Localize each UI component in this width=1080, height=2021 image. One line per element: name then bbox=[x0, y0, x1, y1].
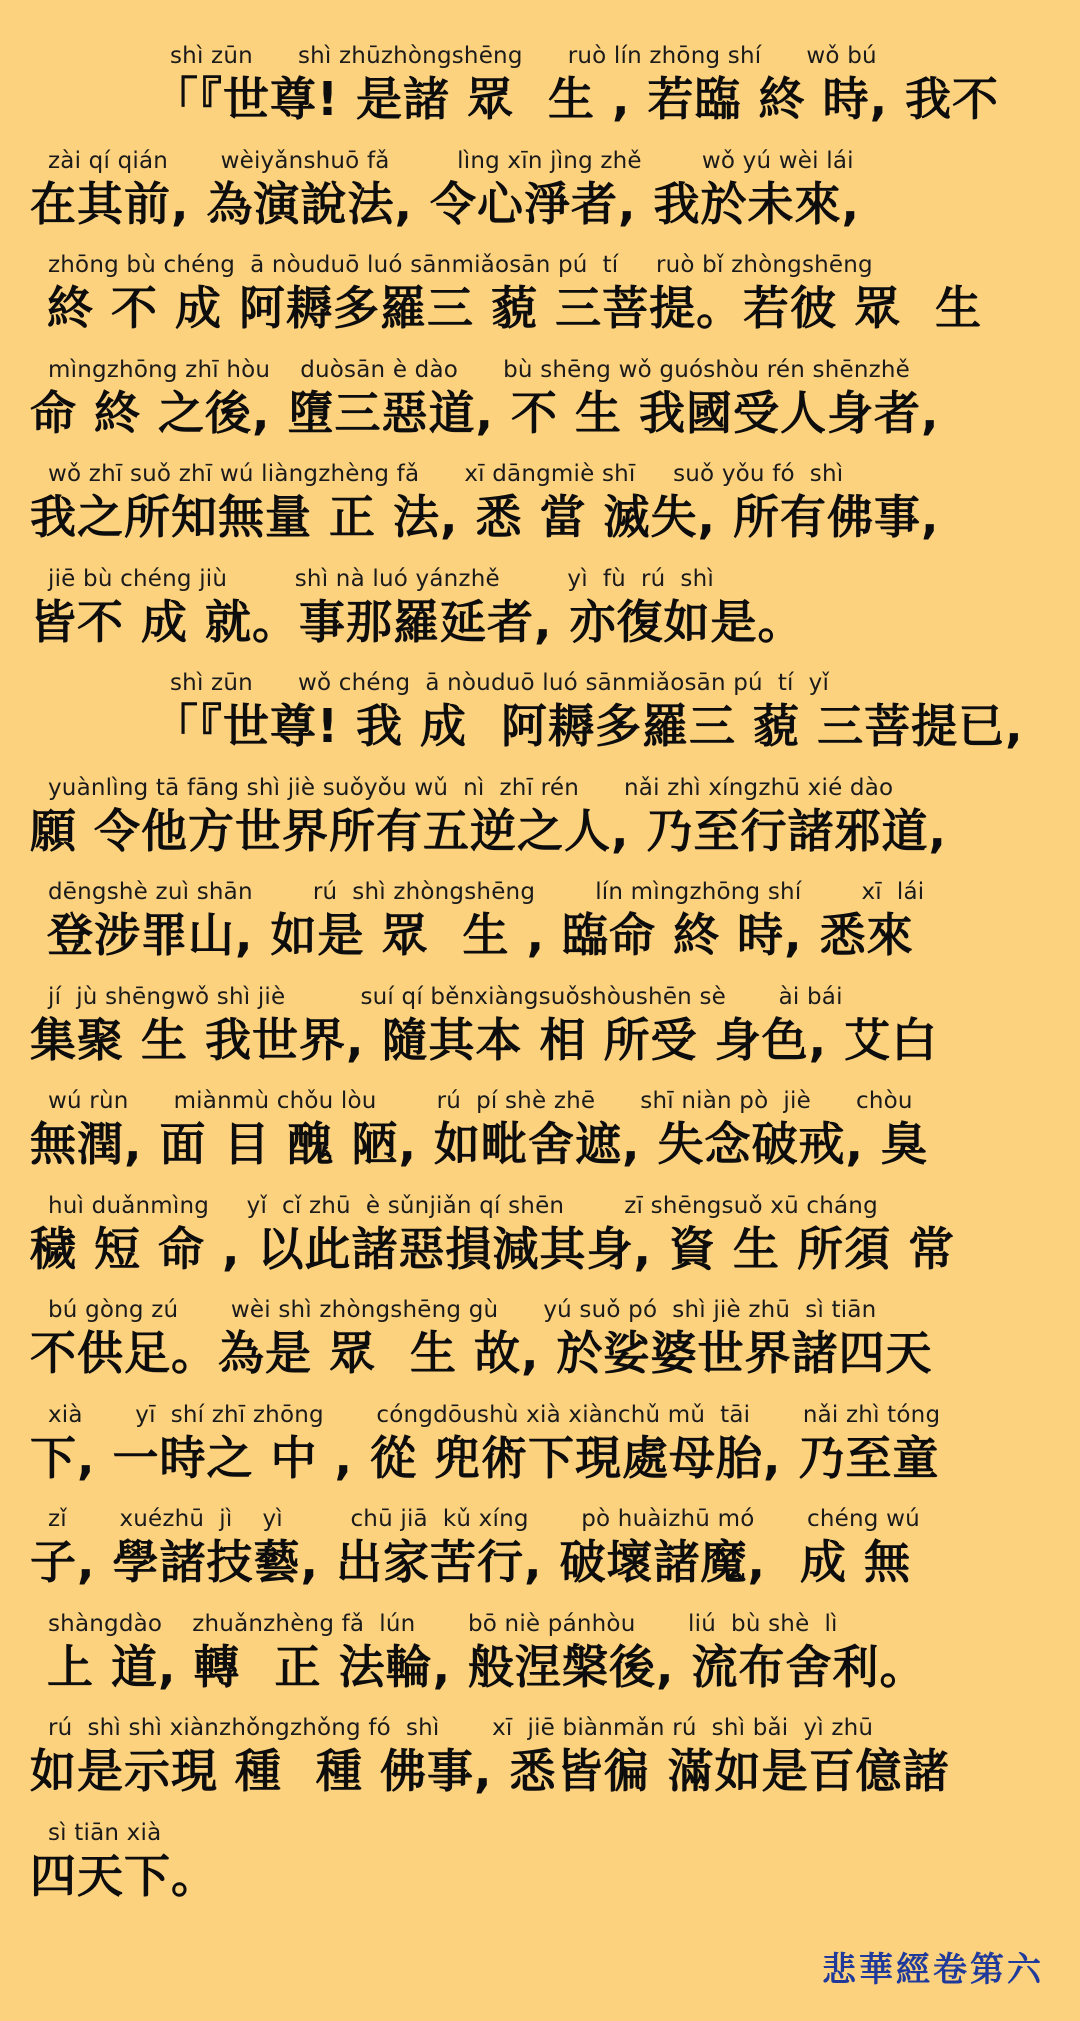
pinyin-line: zhōng bù chéng ā nòuduō luó sānmiǎosān pú tí ruò bǐ zhòngshēng bbox=[48, 252, 873, 278]
text-line bbox=[0, 352, 1080, 448]
pinyin-line: shì zūn shì zhūzhòngshēng ruò lín zhōng shí wǒ bú bbox=[170, 43, 877, 69]
hanzi-line: 上 道, 轉 正 法輪, 般涅槃後, 流布舍利。 bbox=[30, 1639, 927, 1694]
pinyin-line: yuànlìng tā fāng shì jiè suǒyǒu wǔ nì zhī rén nǎi zhì xíngzhū xié dào bbox=[48, 774, 894, 801]
text-line bbox=[0, 1188, 1080, 1284]
hanzi-line: 登涉罪山, 如是 眾 生 , 臨命 終 時, 悉來 bbox=[30, 908, 914, 962]
text-line bbox=[0, 1397, 1080, 1493]
hanzi-line: 穢 短 命 , 以此諸惡損減其身, 資 生 所須 常 bbox=[30, 1221, 956, 1276]
text-line bbox=[0, 874, 1080, 970]
hanzi-line: 我之所知無量 正 法, 悉 當 滅失, 所有佛事, bbox=[30, 490, 940, 544]
hanzi-line: 無潤, 面 目 醜 陋, 如毗舍遮, 失念破戒, 臭 bbox=[30, 1117, 929, 1171]
pinyin-line: rú shì shì xiànzhǒngzhǒng fó shì xī jiē biànmǎn rú shì bǎi yì zhū bbox=[48, 1715, 874, 1741]
text-line bbox=[0, 665, 1080, 761]
text-line bbox=[0, 770, 1080, 866]
pinyin-line: mìngzhōng zhī hòu duòsān è dào bù shēng wǒ guóshòu rén shēnzhě bbox=[48, 356, 911, 383]
pinyin-line: zài qí qián wèiyǎnshuō fǎ lìng xīn jìng zhě wǒ yú wèi lái bbox=[48, 147, 854, 174]
pinyin-line: huì duǎnmìng yǐ cǐ zhū è sǔnjiǎn qí shēn zī shēngsuǒ xū cháng bbox=[48, 1192, 878, 1219]
pinyin-line: xià yī shí zhī zhōng cóngdōushù xià xiànchǔ mǔ tāi nǎi zhì tóng bbox=[48, 1401, 941, 1428]
text-line bbox=[0, 456, 1080, 552]
text-line bbox=[0, 979, 1080, 1075]
text-line bbox=[0, 38, 1080, 134]
text-line bbox=[0, 247, 1080, 343]
text-line bbox=[0, 1501, 1080, 1597]
source-title: 悲華經卷第六 bbox=[822, 1950, 1044, 1990]
text-line bbox=[0, 1083, 1080, 1179]
text-line bbox=[0, 1815, 1080, 1911]
hanzi-line: 下, 一時之 中 , 從 兜術下現處母胎, 乃至童 bbox=[30, 1430, 940, 1485]
hanzi-line: 四天下。 bbox=[30, 1848, 218, 1903]
text-line bbox=[0, 1710, 1080, 1806]
pinyin-line: wǒ zhī suǒ zhī wú liàngzhèng fǎ xī dāngmiè shī suǒ yǒu fó shì bbox=[48, 461, 844, 487]
hanzi-line: 如是示現 種 種 佛事, 悉皆徧 滿如是百億諸 bbox=[30, 1744, 950, 1798]
pinyin-line: zǐ xuézhū jì yì chū jiā kǔ xíng pò huàizhū mó chéng wú bbox=[48, 1506, 920, 1532]
pinyin-line: sì tiān xià bbox=[48, 1819, 162, 1846]
pinyin-line: jiē bù chéng jiù shì nà luó yánzhě yì fù rú shì bbox=[48, 565, 714, 592]
hanzi-line: 「『世尊! 我 成 阿耨多羅三 藐 三菩提已, bbox=[152, 699, 1024, 753]
hanzi-line: 不供足。為是 眾 生 故, 於娑婆世界諸四天 bbox=[30, 1326, 933, 1380]
text-line bbox=[0, 561, 1080, 657]
hanzi-line: 在其前, 為演說法, 令心淨者, 我於未來, bbox=[30, 176, 860, 231]
pinyin-line: shàngdào zhuǎnzhèng fǎ lún bō niè pánhòu liú bù shè lì bbox=[48, 1610, 838, 1637]
hanzi-line: 皆不 成 就。事那羅延者, 亦復如是。 bbox=[30, 594, 805, 649]
hanzi-line: 集聚 生 我世界, 隨其本 相 所受 身色, 艾白 bbox=[30, 1012, 939, 1067]
pinyin-line: shì zūn wǒ chéng ā nòuduō luó sānmiǎosān pú tí yǐ bbox=[170, 670, 830, 696]
hanzi-line: 命 終 之後, 墮三惡道, 不 生 我國受人身者, bbox=[30, 385, 940, 440]
hanzi-line: 終 不 成 阿耨多羅三 藐 三菩提。若彼 眾 生 bbox=[30, 281, 983, 335]
pinyin-line: jí jù shēngwǒ shì jiè suí qí běnxiàngsuǒshòushēn sè ài bái bbox=[48, 983, 843, 1010]
text-line bbox=[0, 1292, 1080, 1388]
hanzi-line: 子, 學諸技藝, 出家苦行, 破壞諸魔, 成 無 bbox=[30, 1535, 911, 1589]
pinyin-line: bú gòng zú wèi shì zhòngshēng gù yú suǒ pó shì jiè zhū sì tiān bbox=[48, 1297, 877, 1323]
text-line bbox=[0, 1606, 1080, 1702]
hanzi-line: 「『世尊! 是諸 眾 生 , 若臨 終 時, 我不 bbox=[152, 72, 1000, 126]
text-line bbox=[0, 143, 1080, 239]
pinyin-line: dēngshè zuì shān rú shì zhòngshēng lín mìngzhōng shí xī lái bbox=[48, 879, 925, 905]
hanzi-line: 願 令他方世界所有五逆之人, 乃至行諸邪道, bbox=[30, 803, 947, 858]
pinyin-line: wú rùn miànmù chǒu lòu rú pí shè zhē shī niàn pò jiè chòu bbox=[48, 1088, 913, 1114]
